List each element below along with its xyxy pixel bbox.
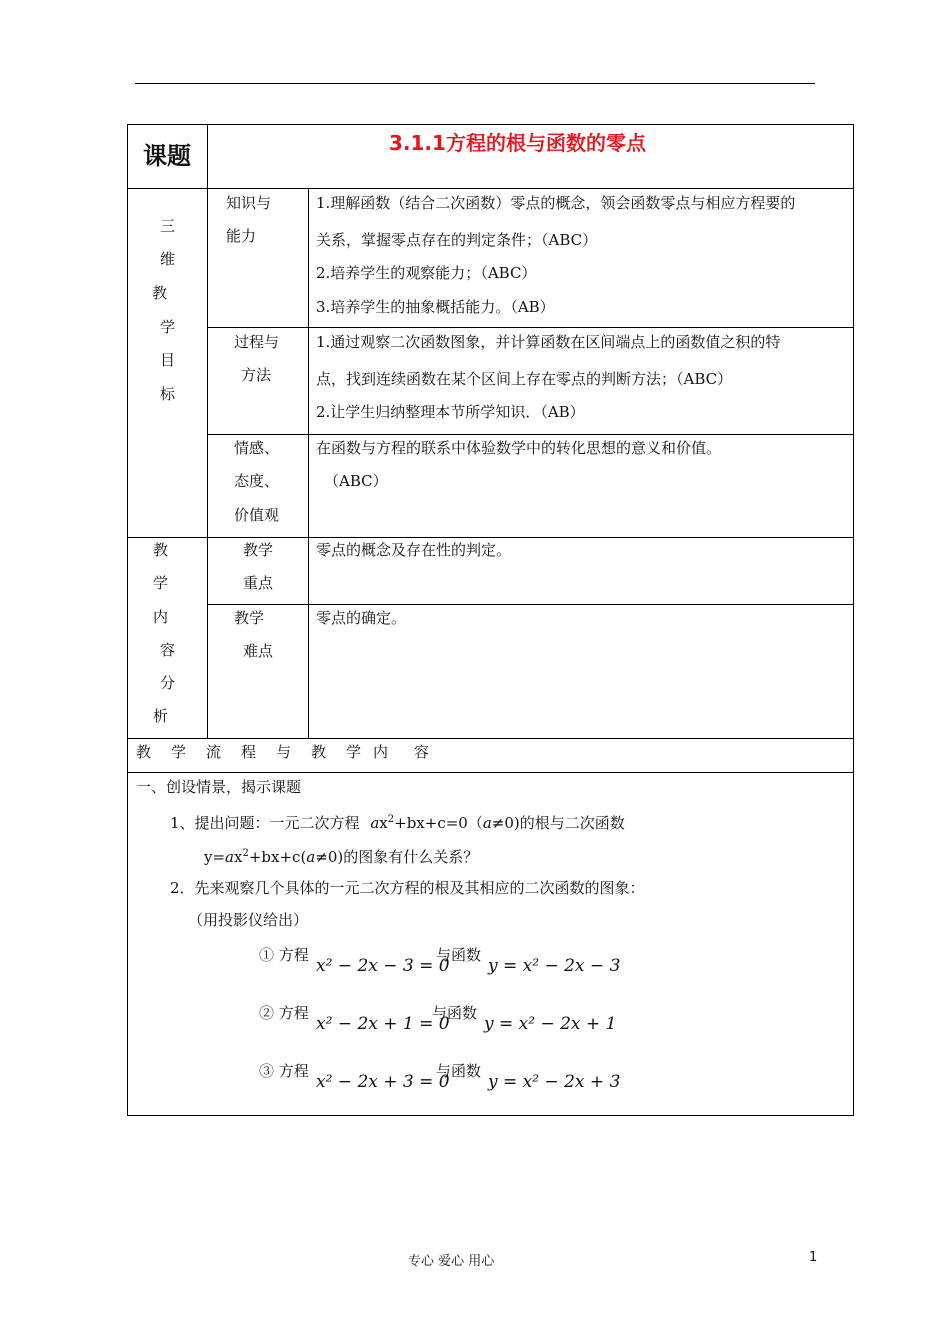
analysis-label: 教学: [243, 541, 274, 559]
analysis-label: 难点: [243, 642, 274, 660]
goal-text: 1.通过观察二次函数图象，并计算函数在区间端点上的函数值之积的特: [316, 333, 781, 351]
goal-label: 过程与: [234, 333, 280, 351]
function: y = x² − 2x − 3: [488, 956, 621, 976]
goal-label: 方法: [241, 366, 272, 384]
question-1: 1、提出问题：一元二次方程 $ax^2+bx+c=0(a\ne 0)$的根与二次函数: [170, 814, 625, 832]
goal-text: 2.让学生归纳整理本节所学知识．（AB）: [316, 403, 585, 421]
goal-label: 价值观: [234, 506, 280, 524]
goal-label: 情感、: [234, 439, 280, 457]
function: y = x² − 2x + 3: [488, 1072, 621, 1092]
goal-text: 在函数与方程的联系中体验数学中的转化思想的意义和价值。: [316, 439, 722, 457]
header-rule: [135, 83, 815, 84]
analysis-text: 零点的概念及存在性的判定。: [316, 541, 512, 559]
page-title: 3.1.1方程的根与函数的零点: [389, 131, 646, 155]
section-heading: 一、创设情景，揭示课题: [136, 778, 302, 796]
equation: x² − 2x + 1 = 0: [316, 1014, 450, 1034]
goal-label: 态度、: [234, 472, 280, 490]
page-number: 1: [809, 1250, 818, 1265]
analysis-label: 教学: [234, 609, 265, 627]
analysis-label: 重点: [243, 574, 274, 592]
equation: x² − 2x − 3 = 0: [316, 956, 450, 976]
goal-text: 3.培养学生的抽象概括能力。（AB）: [316, 298, 555, 316]
footer-slogan: 专心 爱心 用心: [408, 1254, 495, 1269]
goal-text: 关系，掌握零点存在的判定条件；（ABC）: [316, 231, 598, 249]
goal-text: 1.理解函数（结合二次函数）零点的概念，领会函数零点与相应方程要的: [316, 194, 796, 212]
goal-text: 2.培养学生的观察能力；（ABC）: [316, 264, 537, 282]
topic-label: 课题: [143, 142, 191, 170]
question-1-cont: $y=ax^2+bx+c(a\ne 0)$的图象有什么关系？: [204, 848, 479, 866]
goal-text: 点，找到连续函数在某个区间上存在零点的判断方法；（ABC）: [316, 370, 733, 388]
analysis-text: 零点的确定。: [316, 609, 407, 627]
goal-label: 知识与: [226, 194, 272, 212]
function: y = x² − 2x + 1: [484, 1014, 617, 1034]
question-2-note: （用投影仪给出）: [188, 911, 309, 929]
question-2: 2．先来观察几个具体的一元二次方程的根及其相应的二次函数的图象：: [170, 879, 645, 897]
equation: x² − 2x + 3 = 0: [316, 1072, 450, 1092]
goal-text: （ABC）: [324, 472, 388, 490]
goal-label: 能力: [226, 227, 257, 245]
